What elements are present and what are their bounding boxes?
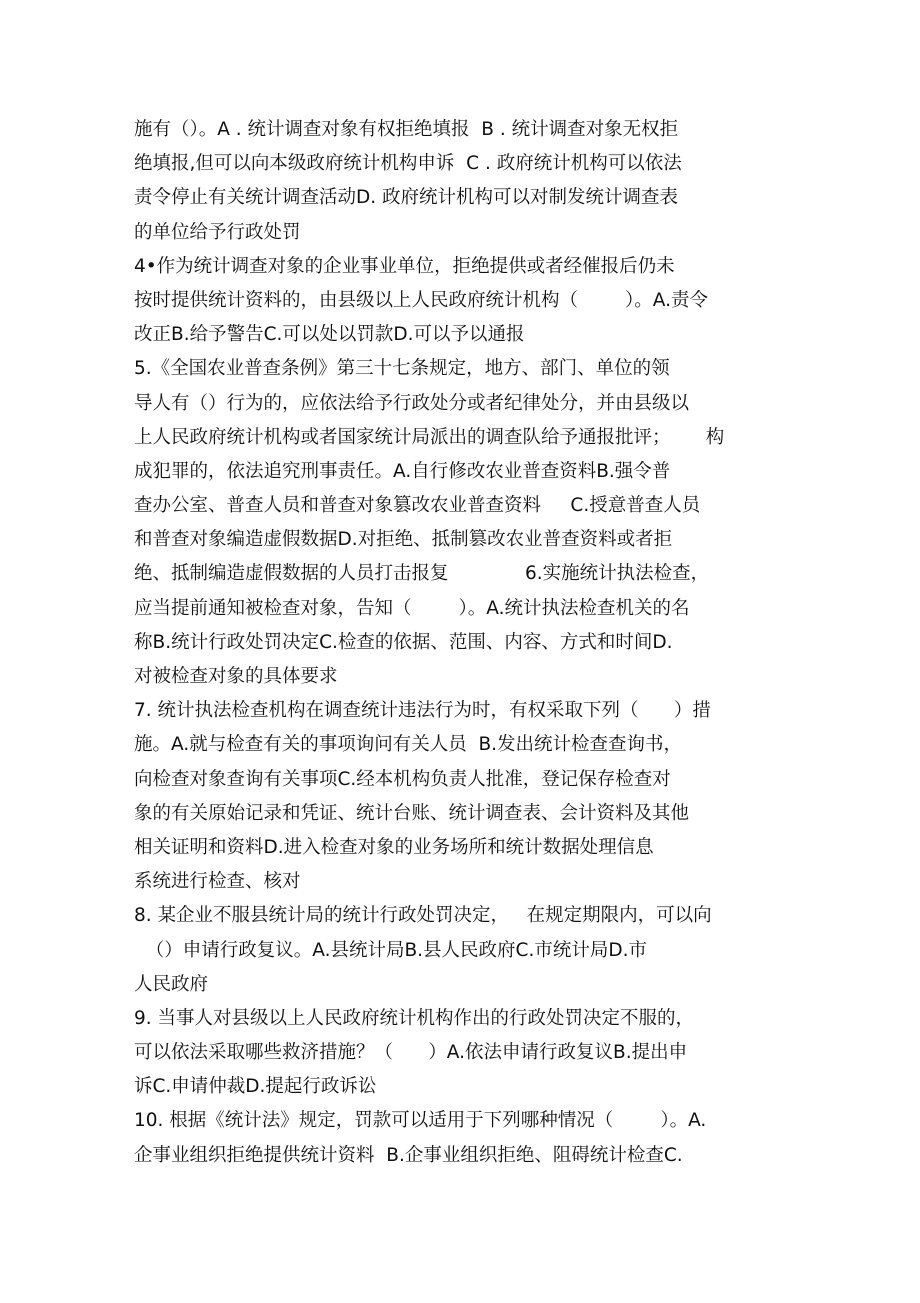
text-line: 可以依法采取哪些救济措施？（ ）A.依法申请行政复议B.提出申	[134, 1042, 688, 1064]
text-line: 的单位给予行政处罚	[134, 221, 301, 243]
question-10-line: 10. 根据《统计法》规定，罚款可以适用于下列哪种情况（ ）。A.	[134, 1110, 707, 1132]
text-line: 对被检查对象的具体要求	[134, 666, 338, 687]
question-9-line: 9. 当事人对县级以上人民政府统计机构作出的行政处罚决定不服的，	[134, 1007, 695, 1029]
text-line: 施。A.就与检查有关的事项询问有关人员 B.发出统计检查查询书，	[134, 734, 683, 756]
question-7-line: 7. 统计执法检查机构在调查统计违法行为时，有权采取下列（ ）措	[134, 700, 711, 722]
text-line: 和普查对象编造虚假数据D.对拒绝、抵制篡改农业普查资料或者拒	[134, 529, 673, 551]
question-4-line: 4•作为统计调查对象的企业事业单位，拒绝提供或者经催报后仍未	[134, 255, 675, 277]
text-line: 相关证明和资料D.进入检查对象的业务场所和统计数据处理信息	[134, 836, 654, 858]
text-line: 绝填报,但可以向本级政府统计机构申诉 C . 政府统计机构可以依法	[134, 153, 682, 175]
text-line: 绝、抵制编造虚假数据的人员打击报复 6.实施统计执法检查，	[134, 563, 710, 585]
text-line: 责令停止有关统计调查活动D. 政府统计机构可以对制发统计调查表	[134, 187, 679, 209]
text-line: 改正B.给予警告C.可以处以罚款D.可以予以通报	[134, 324, 525, 346]
document-body	[134, 113, 784, 1173]
text-line: 导人有（）行为的，应依法给予行政处分或者纪律处分，并由县级以	[134, 392, 690, 414]
text-line: 查办公室、普查人员和普查对象篡改农业普查资料 C.授意普查人员	[134, 495, 701, 517]
text-line: 上人民政府统计机构或者国家统计局派出的调查队给予通报批评； 构	[134, 426, 725, 448]
text-line: 应当提前通知被检查对象，告知（ ）。A.统计执法检查机关的名	[134, 597, 690, 619]
text-line: 称B.统计行政处罚决定C.检查的依据、范围、内容、方式和时间D.	[134, 631, 673, 653]
text-line: 诉C.申请仲裁D.提起行政诉讼	[134, 1076, 377, 1098]
text-line: 成犯罪的，依法追究刑事责任。A.自行修改农业普查资料B.强令普	[134, 460, 671, 482]
text-line: 企事业组织拒绝提供统计资料 B.企事业组织拒绝、阻碍统计检查C.	[134, 1144, 683, 1166]
text-line: 向检查对象查询有关事项C.经本机构负责人批准，登记保存检查对	[134, 768, 671, 790]
text-line: 人民政府	[134, 973, 209, 995]
text-line: 施有（）。A . 统计调查对象有权拒绝填报 B . 统计调查对象无权拒	[134, 119, 679, 140]
text-line: 象的有关原始记录和凭证、统计台账、统计调查表、会计资料及其他	[134, 802, 690, 824]
text-line: （）申请行政复议。A.县统计局B.县人民政府C.市统计局D.市	[134, 939, 647, 961]
question-5-line: 5.《全国农业普查条例》第三十七条规定，地方、部门、单位的领	[134, 358, 670, 380]
text-line: 按时提供统计资料的，由县级以上人民政府统计机构（ ）。A.责令	[134, 289, 709, 311]
question-8-line: 8. 某企业不服县统计局的统计行政处罚决定， 在规定期限内，可以向	[134, 905, 712, 927]
text-line: 系统进行检查、核对	[134, 871, 301, 893]
